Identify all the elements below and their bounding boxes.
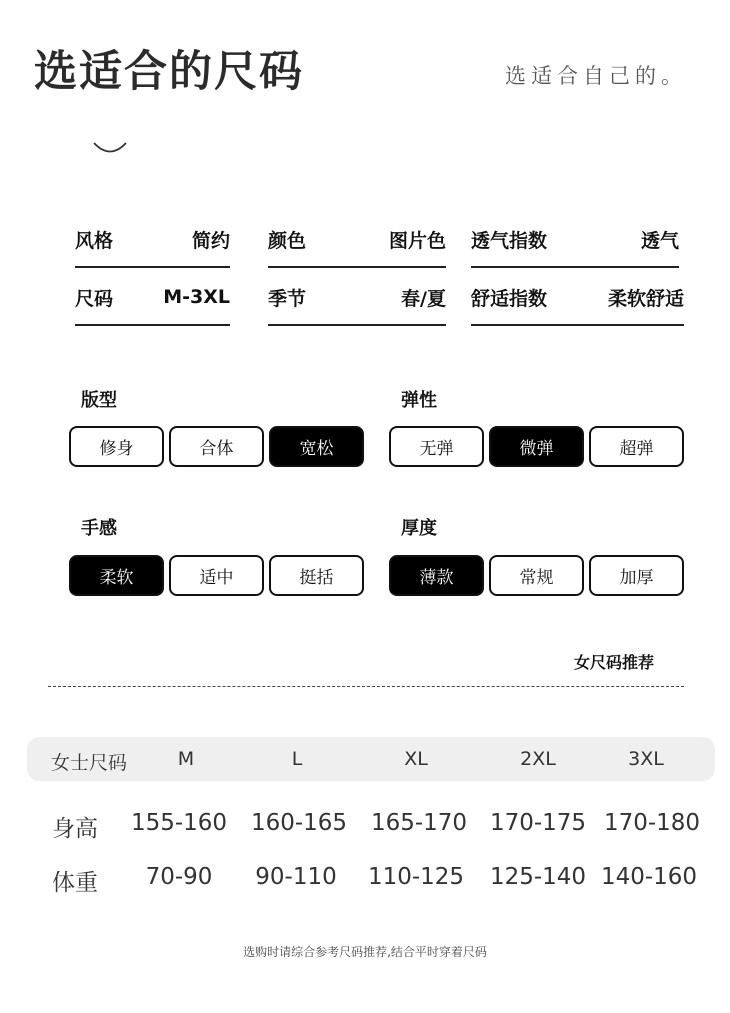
attr-value: M-3XL	[163, 286, 230, 308]
table-header-cell: 3XL	[628, 748, 664, 770]
attr-label: 颜色	[268, 229, 307, 252]
option-fit[interactable]: 合体	[169, 426, 264, 467]
attr-value: 简约	[191, 229, 230, 252]
attr-color	[268, 210, 446, 268]
table-cell: 125-140	[489, 864, 587, 890]
attr-breathability	[471, 210, 679, 268]
option-feel[interactable]: 柔软	[69, 555, 164, 596]
attr-label: 舒适指数	[471, 287, 548, 310]
table-cell: 170-175	[489, 810, 587, 836]
table-cell: 165-170	[370, 810, 468, 836]
option-thickness[interactable]: 常规	[489, 555, 584, 596]
table-cell: 160-165	[250, 810, 348, 836]
option-fit[interactable]: 宽松	[269, 426, 364, 467]
smile-decoration	[92, 140, 128, 156]
page-title: 选适合的尺码	[34, 47, 304, 97]
table-header-cell: XL	[404, 748, 428, 770]
table-row-label: 体重	[52, 870, 98, 896]
option-feel[interactable]: 适中	[169, 555, 264, 596]
option-feel[interactable]: 挺括	[269, 555, 364, 596]
attr-season	[268, 268, 446, 326]
attr-label: 透气指数	[471, 229, 548, 252]
group-label-elasticity: 弹性	[401, 390, 437, 411]
option-elasticity[interactable]: 微弹	[489, 426, 584, 467]
attr-value: 柔软舒适	[607, 287, 684, 310]
table-header-cell: L	[291, 748, 303, 770]
table-cell: 170-180	[603, 810, 701, 836]
table-row-label: 身高	[52, 816, 98, 842]
table-header-cell: 女士尺码	[50, 752, 128, 774]
attr-value: 图片色	[388, 229, 446, 252]
option-thickness[interactable]: 薄款	[389, 555, 484, 596]
group-label-feel: 手感	[81, 518, 117, 539]
table-cell: 155-160	[130, 810, 228, 836]
attr-size	[75, 268, 230, 326]
attr-label: 季节	[268, 287, 307, 310]
table-cell: 90-110	[255, 864, 337, 890]
option-elasticity[interactable]: 超弹	[589, 426, 684, 467]
group-label-thickness: 厚度	[401, 518, 437, 539]
table-header-cell: M	[177, 748, 195, 770]
attr-comfort	[471, 268, 684, 326]
page-subtitle: 选适合自己的。	[505, 64, 687, 88]
table-cell: 140-160	[600, 864, 698, 890]
option-thickness[interactable]: 加厚	[589, 555, 684, 596]
size-header-band	[27, 737, 715, 781]
table-cell: 110-125	[367, 864, 465, 890]
size-table-title: 女尺码推荐	[574, 653, 655, 672]
attr-value: 春/夏	[401, 287, 446, 310]
footer-note: 选购时请综合参考尺码推荐,结合平时穿着尺码	[243, 945, 487, 959]
table-cell: 70-90	[145, 864, 213, 890]
group-label-fit: 版型	[81, 390, 117, 411]
option-fit[interactable]: 修身	[69, 426, 164, 467]
table-header-cell: 2XL	[520, 748, 556, 770]
attr-value: 透气	[640, 229, 679, 252]
dashed-divider	[48, 686, 684, 687]
option-elasticity[interactable]: 无弹	[389, 426, 484, 467]
attr-style	[75, 210, 230, 268]
attr-label: 尺码	[75, 287, 114, 310]
attr-label: 风格	[75, 229, 114, 252]
